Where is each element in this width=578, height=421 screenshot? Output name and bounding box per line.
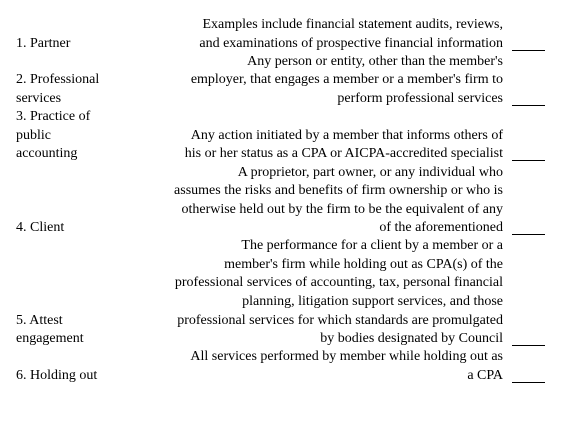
term-2-line2: services	[16, 91, 62, 106]
answer-blank-1[interactable]	[512, 50, 545, 51]
term-2-line1: 2. Professional	[16, 72, 100, 87]
definition-2-line2: employer, that engages a member or a member's firm to	[190, 72, 503, 87]
term-5-line2: engagement	[16, 331, 84, 346]
term-4: 4. Client	[16, 220, 65, 235]
term-3-line2: public	[16, 128, 51, 143]
definition-5-line2: member's firm while holding out as CPA(s) of the	[224, 257, 503, 272]
term-3-line1: 3. Practice of	[16, 109, 91, 124]
answer-blank-2[interactable]	[512, 105, 545, 106]
term-6: 6. Holding out	[16, 368, 98, 383]
definition-1-line1: Examples include financial statement audits, reviews,	[202, 17, 503, 32]
definition-4-line3: otherwise held out by the firm to be the equivalent of any	[181, 202, 503, 217]
answer-blank-5[interactable]	[512, 345, 545, 346]
definition-5-line5: professional services for which standards are promulgated	[177, 313, 503, 328]
definition-2-line1: Any person or entity, other than the member's	[247, 54, 503, 69]
definition-3-line1: Any action initiated by a member that informs others of	[190, 128, 503, 143]
definition-4-line1: A proprietor, part owner, or any individual who	[237, 165, 503, 180]
term-3-line3: accounting	[16, 146, 78, 161]
definition-6-line2: a CPA	[467, 368, 503, 383]
answer-blank-4[interactable]	[512, 234, 545, 235]
term-5-line1: 5. Attest	[16, 313, 63, 328]
definition-4-line2: assumes the risks and benefits of firm ownership or who is	[174, 183, 503, 198]
answer-blank-6[interactable]	[512, 382, 545, 383]
definition-2-line3: perform professional services	[337, 91, 503, 106]
definition-1-line2: and examinations of prospective financial information	[199, 36, 503, 51]
answer-blank-3[interactable]	[512, 160, 545, 161]
definition-5-line1: The performance for a client by a member or a	[241, 238, 503, 253]
definition-5-line3: professional services of accounting, tax, personal financial	[174, 275, 503, 290]
definition-5-line4: planning, litigation support services, and those	[242, 294, 503, 309]
definition-3-line2: his or her status as a CPA or AICPA-accredited specialist	[184, 146, 503, 161]
definition-5-line6: by bodies designated by Council	[320, 331, 503, 346]
term-1: 1. Partner	[16, 36, 71, 51]
definition-4-line4: of the aforementioned	[379, 220, 503, 235]
definition-6-line1: All services performed by member while holding out as	[190, 349, 503, 364]
